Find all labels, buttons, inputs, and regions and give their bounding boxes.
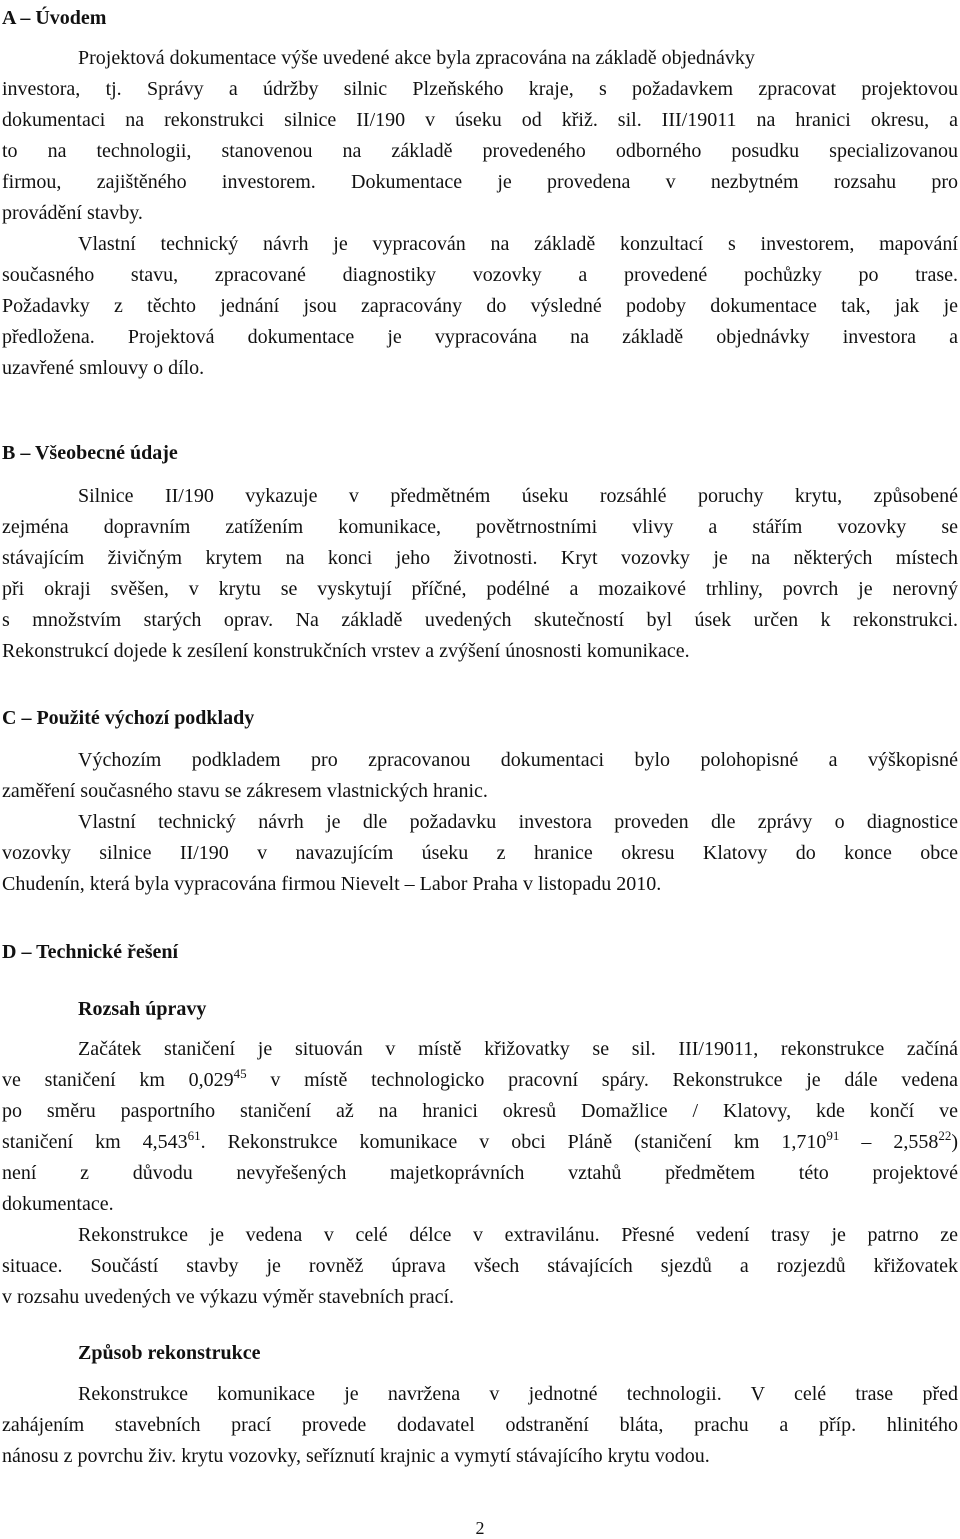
text-line: stávajícím živičným krytem na konci jeho životnosti. Kryt vozovky je na některých místech xyxy=(2,547,958,569)
section-d-heading: D – Technické řešení xyxy=(2,941,179,963)
text-line: zejména dopravním zatížením komunikace, povětrnostními vlivy a stářím vozovky se xyxy=(2,516,958,538)
text-line: vozovky silnice II/190 v navazujícím úseku z hranice okresu Klatovy do konce obce xyxy=(2,842,958,864)
text-line: Požadavky z těchto jednání jsou zapracovány do výsledné podoby dokumentace tak, jak je xyxy=(2,295,958,317)
text-fragment: v místě technologicko pracovní spáry. Rekonstrukce je dále vedena xyxy=(246,1069,958,1091)
text-line: Výchozím podkladem pro zpracovanou dokumentaci bylo polohopisné a výškopisné xyxy=(78,749,958,771)
text-line: Rekonstrukcí dojede k zesílení konstrukčních vrstev a zvýšení únosnosti komunikace. xyxy=(2,640,690,662)
text-fragment: ) xyxy=(951,1131,958,1153)
text-line: Projektová dokumentace výše uvedené akce byla zpracována na základě objednávky xyxy=(78,47,755,69)
page-number: 2 xyxy=(475,1518,485,1538)
rozsah-upravy-paragraph xyxy=(2,1034,958,1313)
text-line: současného stavu, zpracované diagnostiky vozovky a provedené pochůzky po trase. xyxy=(2,264,958,286)
text-line: provádění stavby. xyxy=(2,202,143,224)
text-line: Chudenín, která byla vypracována firmou Nievelt – Labor Praha v listopadu 2010. xyxy=(2,873,662,895)
text-line xyxy=(2,1065,958,1096)
text-line: v rozsahu uvedených ve výkazu výměr stavebních prací. xyxy=(2,1286,455,1308)
rozsah-upravy-heading: Rozsah úpravy xyxy=(78,998,207,1020)
text-line: předložena. Projektová dokumentace je vypracována na základě objednávky investora a xyxy=(2,326,958,348)
text-line: Rekonstrukce komunikace je navržena v jednotné technologii. V celé trase před xyxy=(78,1383,958,1405)
section-b-heading: B – Všeobecné údaje xyxy=(2,442,178,464)
text-line: Rekonstrukce je vedena v celé délce v extravilánu. Přesné vedení trasy je patrno ze xyxy=(78,1224,958,1246)
text-line: uzavřené smlouvy o dílo. xyxy=(2,357,205,379)
text-line: dokumentaci na rekonstrukci silnice II/190 v úseku od křiž. sil. III/19011 na hranici okresu, a xyxy=(2,109,958,131)
superscript: 22 xyxy=(938,1128,952,1143)
text-line: s množstvím starých oprav. Na základě uvedených skutečností byl úsek určen k rekonstrukci. xyxy=(2,609,958,631)
text-fragment: 2,558 xyxy=(871,1131,939,1153)
text-line: firmou, zajištěného investorem. Dokumentace je provedena v nezbytném rozsahu pro xyxy=(2,171,958,193)
text-line: dokumentace. xyxy=(2,1193,114,1215)
text-line: nánosu z povrchu živ. krytu vozovky, seříznutí krajnic a vymytí stávajícího krytu vodou. xyxy=(2,1445,710,1467)
text-line: zahájením stavebních prací provede dodavatel odstranění bláta, prachu a příp. hlinitého xyxy=(2,1414,958,1436)
text-line: není z důvodu nevyřešených majetkoprávních vztahů předmětem této projektové xyxy=(2,1162,958,1184)
superscript: 45 xyxy=(233,1066,247,1081)
text-fragment: . Rekonstrukce komunikace v obci Pláně (staničení km 1,710 xyxy=(200,1131,827,1153)
text-line: investora, tj. Správy a údržby silnic Plzeňského kraje, s požadavkem zpracovat projektovou xyxy=(2,78,958,100)
section-a-intro-paragraph xyxy=(2,43,958,384)
section-c-heading: C – Použité výchozí podklady xyxy=(2,707,255,729)
text-line xyxy=(2,1127,958,1158)
superscript: 61 xyxy=(187,1128,201,1143)
zpusob-rekonstrukce-paragraph xyxy=(2,1379,958,1472)
text-line: Silnice II/190 vykazuje v předmětném úseku rozsáhlé poruchy krytu, způsobené xyxy=(78,485,958,507)
text-fragment: staničení km 4,543 xyxy=(2,1131,188,1153)
section-b-paragraph xyxy=(2,481,958,667)
section-a-heading: A – Úvodem xyxy=(2,7,107,29)
text-line: Začátek staničení je situován v místě křižovatky se sil. III/19011, rekonstrukce začíná xyxy=(78,1038,958,1060)
text-line: zaměření současného stavu se zákresem vlastnických hranic. xyxy=(2,780,488,802)
superscript: 91 xyxy=(826,1128,840,1143)
text-line: Vlastní technický návrh je vypracován na základě konzultací s investorem, mapování xyxy=(78,233,958,255)
section-c-paragraph xyxy=(2,745,958,900)
text-line: situace. Součástí stavby je rovněž úprava všech stávajících sjezdů a rozjezdů křižovatek xyxy=(2,1255,958,1277)
text-fragment: ve staničení km 0,029 xyxy=(2,1069,234,1091)
dash: – xyxy=(839,1131,872,1153)
zpusob-rekonstrukce-heading: Způsob rekonstrukce xyxy=(78,1342,261,1364)
text-line: to na technologii, stanovenou na základě provedeného odborného posudku specializovanou xyxy=(2,140,958,162)
text-line: po směru pasportního staničení až na hranici okresů Domažlice / Klatovy, kde končí ve xyxy=(2,1100,958,1122)
text-line: při okraji svěšen, v krytu se vyskytují příčné, podélné a mozaikové trhliny, povrch je nerovný xyxy=(2,578,958,600)
text-line: Vlastní technický návrh je dle požadavku investora proveden dle zprávy o diagnostice xyxy=(78,811,958,833)
